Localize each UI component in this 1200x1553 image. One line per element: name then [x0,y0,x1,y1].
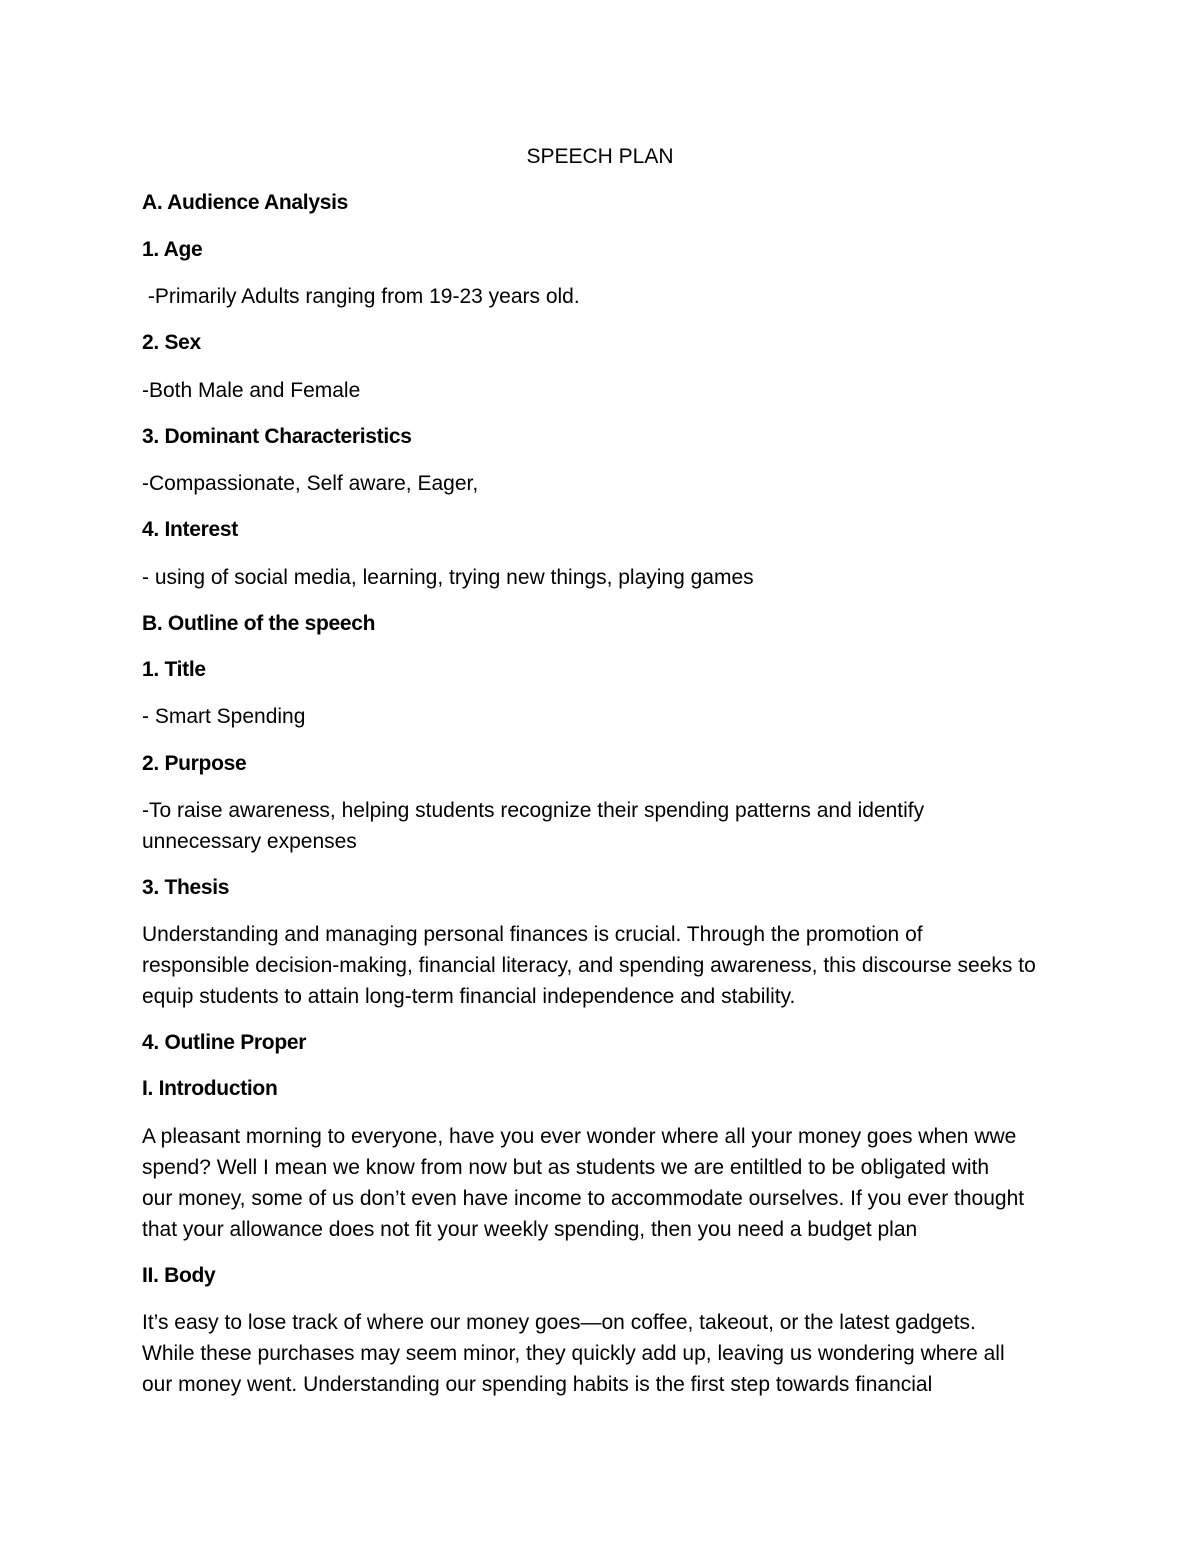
introduction-paragraph [142,1121,1062,1245]
title-heading: 1. Title [142,658,206,681]
purpose-line: -To raise awareness, helping students recognize their spending patterns and identify [142,799,925,822]
thesis-paragraph [142,919,1062,1012]
sex-text: -Both Male and Female [142,379,361,402]
interest-heading: 4. Interest [142,518,238,541]
body-heading: II. Body [142,1264,216,1287]
body-paragraph [142,1307,1062,1400]
section-a-heading: A. Audience Analysis [142,191,349,214]
interest-text: - using of social media, learning, trying new things, playing games [142,566,754,589]
age-heading: 1. Age [142,238,203,261]
document-title: SPEECH PLAN [526,145,674,168]
characteristics-heading: 3. Dominant Characteristics [142,425,412,448]
thesis-line: Understanding and managing personal finances is crucial. Through the promotion of [142,923,923,946]
introduction-line: spend? Well I mean we know from now but as students we are entiltled to be obligated with [142,1156,990,1179]
purpose-heading: 2. Purpose [142,752,247,775]
thesis-line: responsible decision-making, financial literacy, and spending awareness, this discourse seeks to [142,954,1036,977]
purpose-paragraph [142,795,1062,857]
age-text: -Primarily Adults ranging from 19-23 years old. [142,285,580,308]
thesis-line: equip students to attain long-term financial independence and stability. [142,985,796,1008]
body-line: It’s easy to lose track of where our money goes—on coffee, takeout, or the latest gadgets. [142,1311,976,1334]
document-page [142,0,1062,1553]
body-line: our money went. Understanding our spending habits is the first step towards financial [142,1373,933,1396]
title-text: - Smart Spending [142,705,306,728]
thesis-heading: 3. Thesis [142,876,230,899]
purpose-line: unnecessary expenses [142,830,357,853]
characteristics-text: -Compassionate, Self aware, Eager, [142,472,479,495]
sex-heading: 2. Sex [142,331,201,354]
introduction-line: that your allowance does not fit your weekly spending, then you need a budget plan [142,1218,918,1241]
body-line: While these purchases may seem minor, they quickly add up, leaving us wondering where all [142,1342,1005,1365]
introduction-line: A pleasant morning to everyone, have you ever wonder where all your money goes when wwe [142,1125,1017,1148]
introduction-heading: I. Introduction [142,1077,278,1100]
section-b-heading: B. Outline of the speech [142,612,376,635]
introduction-line: our money, some of us don’t even have income to accommodate ourselves. If you ever thought [142,1187,1025,1210]
outline-proper-heading: 4. Outline Proper [142,1031,307,1054]
